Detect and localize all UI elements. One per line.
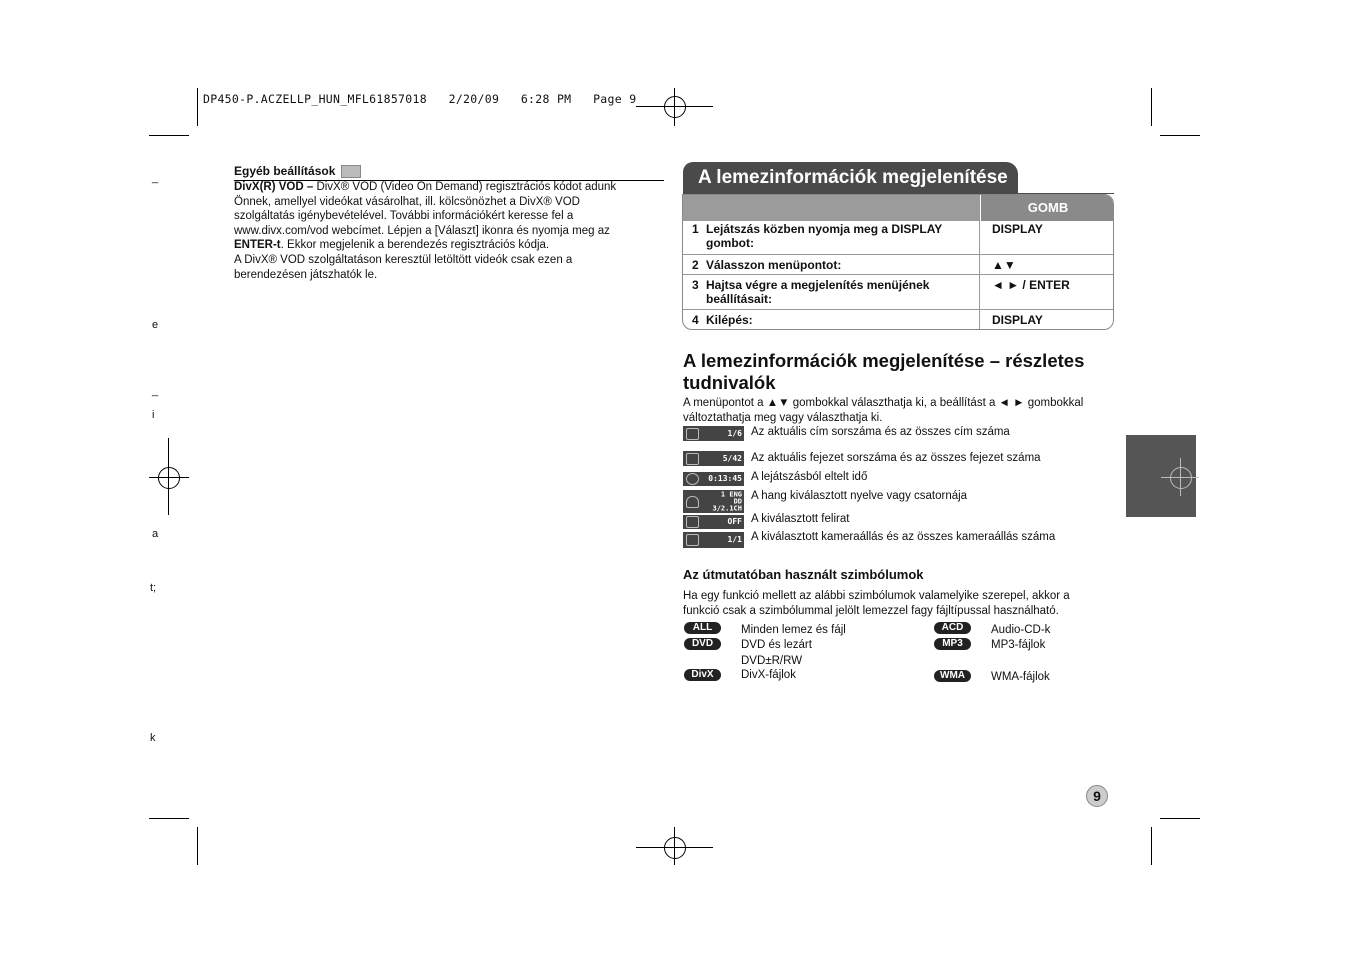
step-number: 3	[692, 278, 699, 292]
camera-icon	[686, 534, 699, 546]
osd-description: A kiválasztott kameraállás és az összes kameraállás száma	[751, 531, 1056, 543]
badge-wma: WMA	[934, 670, 971, 682]
subtitle-icon	[686, 516, 699, 528]
section-title: Egyéb beállítások	[234, 164, 361, 178]
step-text: Lejátszás közben nyomja meg a DISPLAY gombot:	[706, 222, 943, 250]
crop-mark	[149, 818, 189, 819]
row-divider	[683, 254, 1113, 255]
step-key: ▲▼	[992, 258, 1016, 272]
page-number: 9	[1086, 785, 1108, 807]
step-text: Hajtsa végre a megjelenítés menüjének beállításait:	[706, 278, 930, 306]
registration-circle	[664, 837, 686, 859]
stray-char: a	[152, 528, 159, 540]
table-header-button-col: GOMB	[980, 195, 1114, 221]
details-intro: A menüpontot a ▲▼ gombokkal választhatja ki, a beállítást a ◄ ► gombokkal változtathatja meg vagy választhatja ki.	[683, 397, 1084, 424]
osd-time-row: 0:13:45	[683, 472, 744, 486]
crop-mark	[1151, 827, 1152, 865]
osd-description: A kiválasztott felirat	[751, 513, 850, 525]
symbol-label: WMA-fájlok	[991, 671, 1050, 683]
symbol-label: MP3-fájlok	[991, 639, 1046, 651]
badge-mp3: MP3	[934, 638, 971, 650]
stray-char: t;	[150, 582, 157, 594]
osd-description: A lejátszásból eltelt idő	[751, 471, 868, 483]
symbol-label: DVD és lezárt	[741, 639, 812, 651]
headphones-icon	[686, 496, 699, 508]
registration-circle	[158, 467, 180, 489]
registration-circle	[1170, 467, 1192, 489]
row-divider	[683, 309, 1113, 310]
symbol-label: Audio-CD-k	[991, 624, 1051, 636]
step-key: ◄ ► / ENTER	[992, 278, 1070, 292]
divx-vod-paragraph: DivX(R) VOD – DivX® VOD (Video On Demand) regisztrációs kódot adunk Önnek, amellyel videókat vásárolhat, ill. kölcsönözhet a DivX® VOD szolgáltatás igénybevételével. További információkért keresse fel a www.divx.com/vod webcímet. Lépjen a [Választ] ikonra és nyomja meg az ENTER-t. Ekkor megjelenik a berendezés regisztrációs kódja. A DivX® VOD szolgáltatáson keresztül letöltött videók csak ezen a berendezésen játszhatók le.	[234, 181, 617, 281]
page-title-tab: A lemezinformációk megjelenítése	[683, 162, 1018, 194]
symbol-label-cont: DVD±R/RW	[741, 655, 803, 667]
chapter-icon	[686, 453, 699, 465]
crop-mark	[1151, 88, 1152, 126]
osd-description: A hang kiválasztott nyelve vagy csatornája	[751, 490, 968, 502]
symbol-label: Minden lemez és fájl	[741, 624, 846, 636]
osd-title-row: 1/6	[683, 426, 744, 441]
crop-mark	[197, 827, 198, 865]
symbols-heading: Az útmutatóban használt szimbólumok	[683, 567, 924, 582]
crop-mark	[197, 88, 198, 126]
clock-icon	[686, 473, 699, 485]
badge-acd: ACD	[934, 622, 971, 634]
symbol-label: DivX-fájlok	[741, 669, 796, 681]
osd-subtitle-row: OFF	[683, 515, 744, 529]
step-number: 4	[692, 313, 699, 327]
edge-mark: _	[152, 385, 159, 397]
step-key: DISPLAY	[992, 313, 1043, 327]
symbols-intro: Ha egy funkció mellett az alábbi szimbólumok valamelyike szerepel, akkor a funkció csak a szimbólummal jelölt lemezzel fagy fájltípussal használható.	[683, 590, 1070, 617]
step-key: DISPLAY	[992, 222, 1043, 236]
osd-camera-row: 1/1	[683, 532, 744, 548]
crop-mark	[1160, 818, 1200, 819]
registration-circle	[664, 96, 686, 118]
step-text: Válasszon menüpontot:	[706, 258, 842, 272]
details-heading: A lemezinformációk megjelenítése – részletes tudnivalók	[683, 350, 1085, 393]
title-icon	[686, 428, 699, 440]
step-text: Kilépés:	[706, 313, 753, 327]
osd-chapter-row: 5/42	[683, 451, 744, 466]
crop-mark	[149, 135, 189, 136]
stray-char: k	[150, 732, 156, 744]
table-header-blank	[683, 195, 980, 221]
badge-all: ALL	[684, 622, 721, 634]
stray-char: i	[152, 409, 155, 421]
step-number: 1	[692, 222, 699, 236]
settings-menu-icon	[341, 165, 361, 178]
osd-description: Az aktuális fejezet sorszáma és az összes fejezet száma	[751, 452, 1041, 464]
display-steps-table	[682, 194, 1114, 330]
badge-dvd: DVD	[684, 638, 721, 650]
badge-divx: DivX	[684, 669, 721, 681]
step-number: 2	[692, 258, 699, 272]
column-divider	[979, 221, 980, 330]
osd-audio-row: 1 ENG DD 3/2.1CH	[683, 490, 744, 513]
stray-char: e	[152, 319, 159, 331]
row-divider	[683, 274, 1113, 275]
osd-description: Az aktuális cím sorszáma és az összes cím száma	[751, 426, 1010, 438]
print-header: DP450-P.ACZELLP_HUN_MFL61857018 2/20/09 6:28 PM Page 9	[203, 92, 637, 106]
edge-mark: _	[152, 172, 159, 184]
crop-mark	[1160, 135, 1200, 136]
